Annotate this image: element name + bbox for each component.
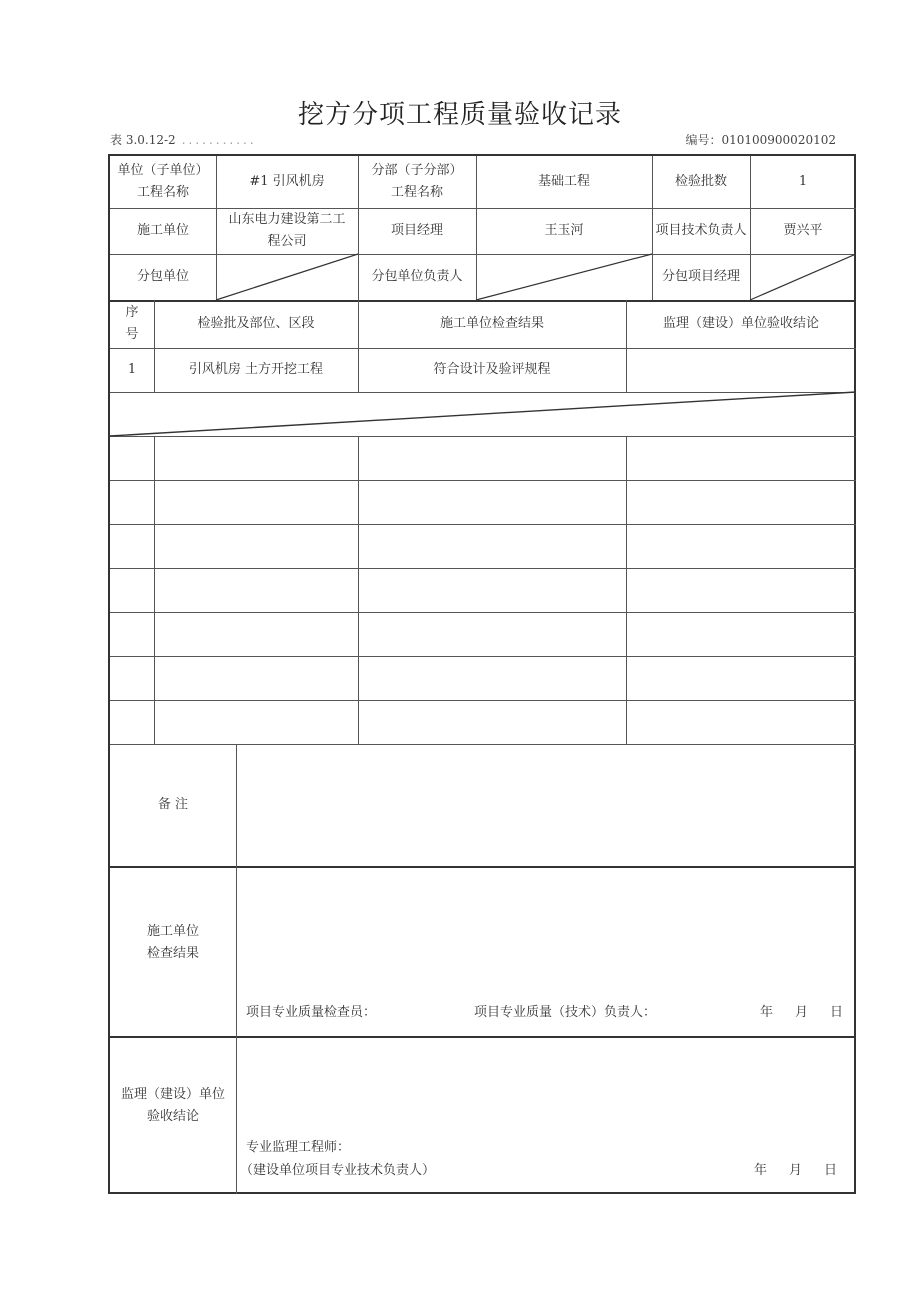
serial-value: 010100900020102 — [721, 133, 836, 147]
supervisor-date-day: 日 — [824, 1163, 838, 1178]
tech-lead-value: 贾兴平 — [783, 223, 823, 238]
row-1-seq: 1 — [127, 362, 137, 377]
batch-count-value: 1 — [798, 174, 808, 189]
document-title: 挖方分项工程质量验收记录 — [297, 100, 622, 130]
contractor-check-label: 施工单位 检查结果 — [146, 924, 199, 961]
sub-pm-label: 分包项目经理 — [661, 269, 740, 284]
contractor-value: 山东电力建设第二工 程公司 — [228, 212, 346, 249]
supervisor-check-label: 监理（建设）单位 验收结论 — [120, 1087, 225, 1124]
unit-name-label: 单位（子单位） 工程名称 — [117, 163, 209, 200]
supervisor-date-month: 月 — [789, 1163, 803, 1178]
contractor-date-year: 年 — [760, 1005, 774, 1020]
row-1-location: 引风机房 土方开挖工程 — [188, 362, 324, 377]
col-result-header: 施工单位检查结果 — [439, 316, 544, 331]
division-label: 分部（子分部） 工程名称 — [371, 163, 463, 200]
col-seq-header: 序 号 — [125, 305, 139, 342]
contractor-label: 施工单位 — [136, 223, 189, 238]
quality-inspector-signature: 项目专业质量检查员： — [246, 1005, 377, 1020]
serial-number — [685, 131, 836, 148]
supervisor-date-year: 年 — [754, 1163, 768, 1178]
supervising-engineer-signature: 专业监理工程师： — [246, 1140, 351, 1155]
serial-label: 编号： — [685, 133, 722, 147]
col-conclusion-header: 监理（建设）单位验收结论 — [662, 316, 819, 331]
col-location-header: 检验批及部位、区段 — [197, 316, 315, 331]
tech-lead-label: 项目技术负责人 — [655, 223, 747, 238]
unit-name-value: #1 引风机房 — [249, 174, 325, 189]
sub-lead-label: 分包单位负责人 — [371, 269, 463, 284]
quality-lead-signature: 项目专业质量（技术）负责人： — [474, 1005, 657, 1020]
inspection-form-table — [108, 154, 856, 1194]
remarks-label: 备 注 — [157, 797, 189, 812]
batch-count-label: 检验批数 — [674, 174, 727, 189]
table-code — [110, 131, 257, 148]
row-1-conclusion — [626, 348, 856, 392]
row-1-result: 符合设计及验评规程 — [433, 362, 551, 377]
table-code-dots: ........... — [181, 133, 257, 147]
division-value: 基础工程 — [537, 174, 590, 189]
pm-value: 王玉河 — [544, 223, 584, 238]
pm-label: 项目经理 — [390, 223, 443, 238]
contractor-date-day: 日 — [830, 1005, 844, 1020]
table-code-text: 表 3.0.12-2 — [110, 133, 176, 147]
subcontractor-label: 分包单位 — [136, 269, 189, 284]
contractor-date-month: 月 — [795, 1005, 809, 1020]
owner-rep-signature: （建设单位项目专业技术负责人） — [240, 1163, 436, 1178]
